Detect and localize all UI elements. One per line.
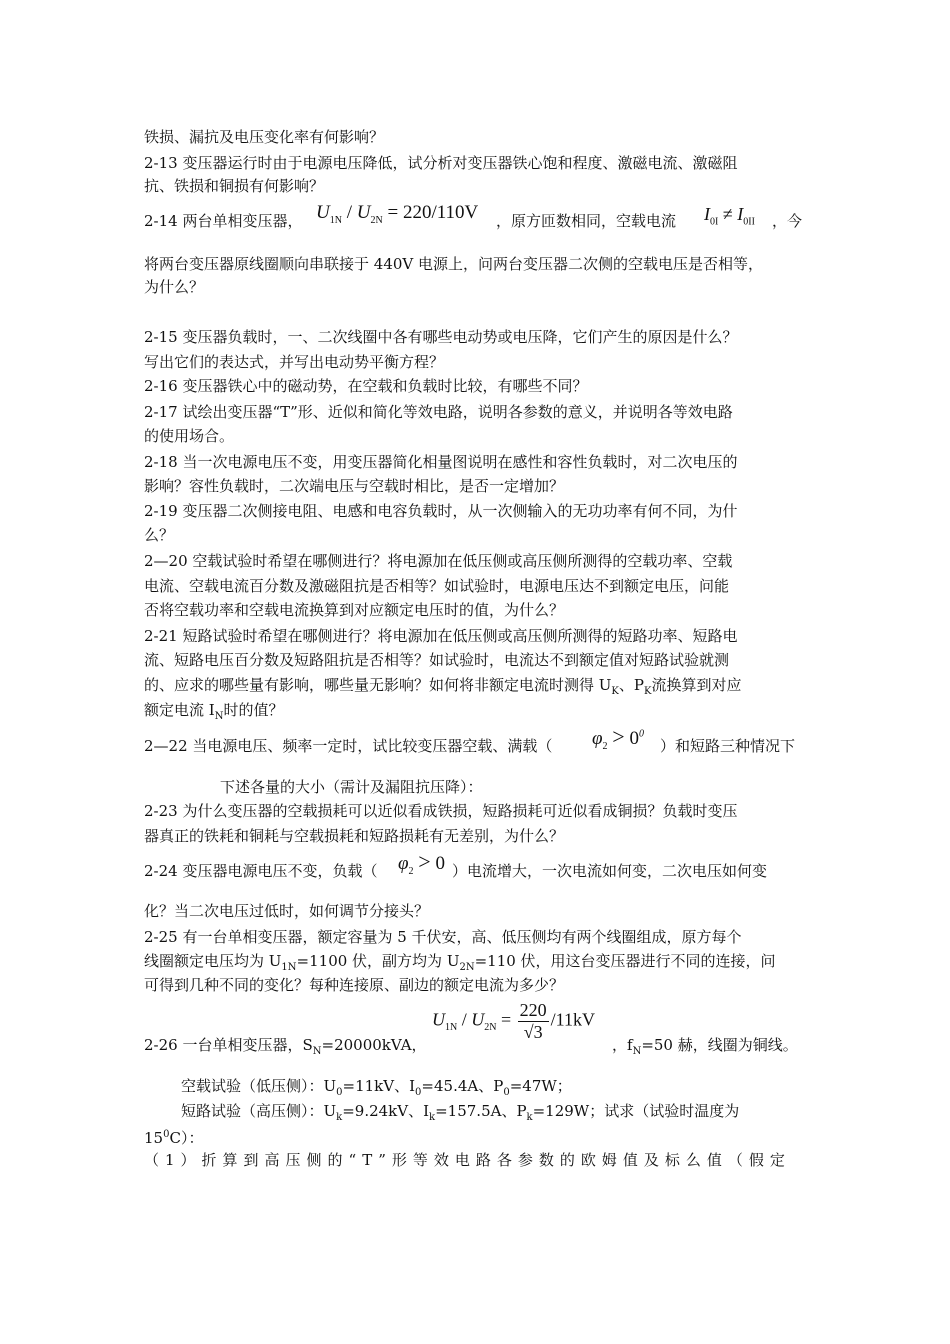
text-line: 的、应求的哪些量有影响，哪些量无影响？如何将非额定电流时测得 $U_K$、$P_K$流换算到对应 (144, 676, 742, 697)
text-line: 抗、铁损和铜损有何影响？ (144, 177, 325, 195)
text-line: 为什么？ (144, 278, 205, 296)
text-line: 么？ (144, 526, 175, 544)
question-2-26: 2-26 一台单相变压器，$S_N=20000kVA$， (144, 1036, 427, 1057)
formula-voltage-ratio: $U_{1N} / U_{2N} = 220/110V$ (316, 202, 479, 226)
formula-rated-voltage: $U_{1N} / U_{2N}$ = $\frac{220}{√3}$ /11kV (432, 1000, 595, 1042)
question-2-25: 2-25 有一台单相变压器，额定容量为 5 千伏安，高、低压侧均有两个线圈组成，原方每个 (144, 928, 742, 946)
question-2-20: 2—20 空载试验时希望在哪侧进行？将电源加在低压侧或高压侧所测得的空载功率、空载 (144, 552, 733, 570)
short-circuit-test: 短路试验（高压侧）：$U_k=9.24kV$、$I_k=157.5A$、$P_k=129W$；试求（试验时温度为 (181, 1102, 740, 1123)
question-2-23: 2-23 为什么变压器的空载损耗可以近似看成铁损，短路损耗可近似看成铜损？负载时变压 (144, 802, 738, 820)
text-line: 流、短路电压百分数及短路阻抗是否相等？如试验时，电流达不到额定值对短路试验就测 (144, 651, 730, 669)
question-2-14: 2-14 两台单相变压器， (144, 212, 303, 230)
formula-no-load-current: $I_{0I} \ne I_{0II}$ (704, 204, 755, 228)
text-line: 下述各量的大小（需计及漏阻抗压降）： (220, 778, 483, 796)
text-line: $15^0C$）： (144, 1129, 204, 1147)
text-fragment: ，原方匝数相同，空载电流 (496, 212, 677, 230)
text-line: 写出它们的表达式，并写出电动势平衡方程？ (144, 353, 445, 371)
text-fragment: ，今 (772, 212, 803, 230)
formula-phase-angle: $\varphi_2 > 0$ (398, 849, 445, 877)
text-line: 否将空载功率和空载电流换算到对应额定电压时的值，为什么？ (144, 601, 565, 619)
question-2-22: 2—22 当电源电压、频率一定时，试比较变压器空载、满载（ (144, 737, 553, 755)
text-line: 铁损、漏抗及电压变化率有何影响？ (144, 128, 385, 146)
text-line: 影响？容性负载时，二次端电压与空载时相比，是否一定增加？ (144, 477, 565, 495)
question-2-17: 2-17 试绘出变压器“T”形、近似和简化等效电路，说明各参数的意义，并说明各等效电路 (144, 403, 733, 421)
question-2-19: 2-19 变压器二次侧接电阻、电感和电容负载时，从一次侧输入的无功功率有何不同，为什 (144, 502, 738, 520)
text-fragment: ）电流增大，一次电流如何变，二次电压如何变 (452, 862, 768, 880)
text-line: 可得到几种不同的变化？每种连接原、副边的额定电流为多少？ (144, 976, 565, 994)
text-line: 线圈额定电压均为 $U_{1N}=1100$ 伏，副方均为 $U_{2N}=110$ 伏，用这台变压器进行不同的连接，问 (144, 952, 776, 973)
question-2-18: 2-18 当一次电源电压不变，用变压器简化相量图说明在感性和容性负载时，对二次电压的 (144, 453, 738, 471)
formula-phase-angle: $\varphi_2 > 0^0$ (592, 724, 644, 752)
question-2-16: 2-16 变压器铁心中的磁动势，在空载和负载时比较，有哪些不同？ (144, 377, 588, 395)
question-2-13: 2-13 变压器运行时由于电源电压降低，试分析对变压器铁心饱和程度、激磁电流、激磁阻 (144, 154, 738, 172)
question-2-24: 2-24 变压器电源电压不变，负载（ (144, 862, 378, 880)
question-2-15: 2-15 变压器负载时，一、二次线圈中各有哪些电动势或电压降，它们产生的原因是什么？ (144, 328, 738, 346)
text-line: 器真正的铁耗和铜耗与空载损耗和短路损耗有无差别，为什么？ (144, 827, 565, 845)
text-line: 将两台变压器原线圈顺向串联接于 440V 电源上，问两台变压器二次侧的空载电压是否相等， (144, 255, 764, 273)
text-line: （1）折算到高压侧的“T”形等效电路各参数的欧姆值及标么值（假定 (144, 1151, 791, 1169)
text-line: 的使用场合。 (144, 427, 235, 445)
text-fragment: ）和短路三种情况下 (660, 737, 796, 755)
text-line: 化？当二次电压过低时，如何调节分接头？ (144, 902, 430, 920)
fraction: $\frac{220}{√3}$ (519, 1000, 547, 1042)
text-line: 电流、空载电流百分数及激磁阻抗是否相等？如试验时，电源电压达不到额定电压，问能 (144, 577, 730, 595)
no-load-test: 空载试验（低压侧）：$U_0=11kV$、$I_0=45.4A$、$P_0=47W$； (181, 1077, 572, 1098)
text-fragment: ，$f_N=50$ 赫，线圈为铜线。 (612, 1036, 798, 1057)
question-2-21: 2-21 短路试验时希望在哪侧进行？将电源加在低压侧或高压侧所测得的短路功率、短路电 (144, 627, 738, 645)
text-line: 额定电流 $I_N$时的值？ (144, 701, 284, 722)
